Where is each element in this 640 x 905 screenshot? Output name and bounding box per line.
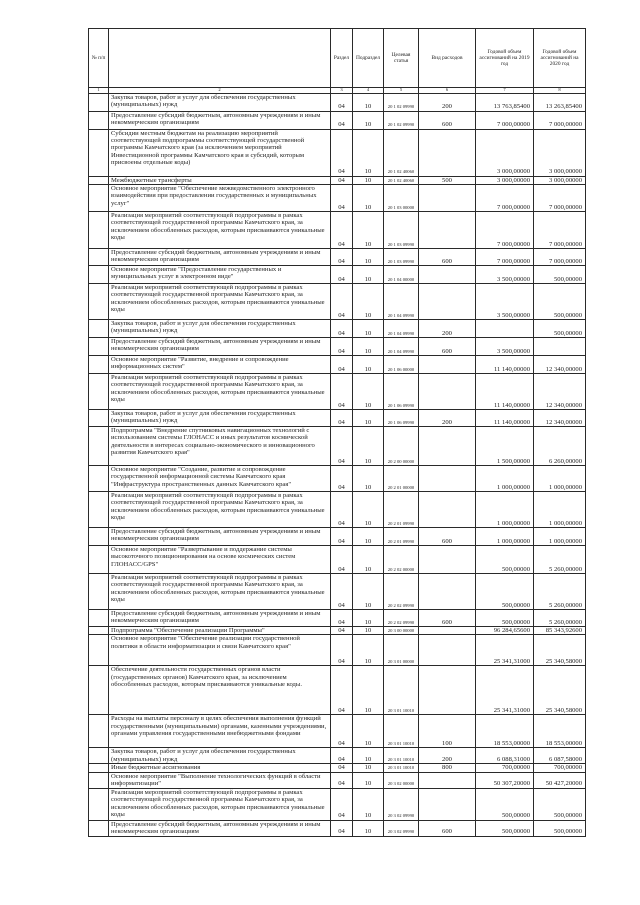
expense-type-cell: [419, 492, 476, 528]
section-cell: 04: [331, 111, 353, 129]
section-cell: 04: [331, 492, 353, 528]
section-cell: 04: [331, 715, 353, 748]
section-cell: 04: [331, 129, 353, 176]
allocation-2019-cell: 1 000,00000: [476, 492, 534, 528]
allocation-2019-cell: 500,00000: [476, 820, 534, 836]
row-number-cell: [89, 715, 109, 748]
subsection-cell: 10: [353, 788, 384, 820]
header-expense-type: Вид расходов: [419, 29, 476, 88]
table-row: [89, 185, 586, 212]
allocation-2019-cell: 6 088,31000: [476, 748, 534, 764]
allocation-2020-cell: 1 000,00000: [534, 528, 586, 546]
allocation-2020-cell: 500,00000: [534, 820, 586, 836]
row-number-cell: [89, 374, 109, 410]
expense-name-cell: Основное мероприятие "Обеспечение реализации государственной политики в области информатизации и связи Камчатского края": [109, 635, 331, 666]
section-cell: 04: [331, 176, 353, 184]
expense-type-cell: [419, 356, 476, 374]
subsection-cell: 10: [353, 129, 384, 176]
target-article-cell: 20 3 01 00000: [384, 635, 419, 666]
subsection-cell: 10: [353, 492, 384, 528]
row-number-cell: [89, 666, 109, 715]
section-cell: 04: [331, 574, 353, 610]
section-cell: 04: [331, 546, 353, 574]
subsection-cell: 10: [353, 466, 384, 492]
target-article-cell: 20 3 01 10010: [384, 666, 419, 715]
target-article-cell: 20 1 06 09990: [384, 410, 419, 427]
target-article-cell: 20 1 03 09990: [384, 249, 419, 266]
expense-name-cell: Реализация мероприятий соответствующей подпрограммы в рамках соответствующей государственной программы Камчатского края, за исключением обособленных расходов, которым присваиваются уникальные коды: [109, 284, 331, 320]
table-row: [89, 715, 586, 748]
target-article-cell: 20 1 04 00000: [384, 266, 419, 284]
expense-type-cell: [419, 266, 476, 284]
target-article-cell: 20 2 00 00000: [384, 427, 419, 466]
allocation-2020-cell: 13 263,85400: [534, 93, 586, 111]
allocation-2020-cell: 6 087,58000: [534, 748, 586, 764]
expense-name-cell: Реализация мероприятий соответствующей подпрограммы в рамках соответствующей государственной программы Камчатского края, за исключением обособленных расходов, которым присваиваются уникальные коды: [109, 374, 331, 410]
expense-type-cell: [419, 788, 476, 820]
allocation-2020-cell: 25 340,58000: [534, 635, 586, 666]
section-cell: 04: [331, 772, 353, 788]
subsection-cell: 10: [353, 764, 384, 772]
expense-name-cell: Расходы на выплаты персоналу в целях обеспечения выполнения функций государственными (муниципальными) органами, казенными учреждениями, органами управления государственными внебюджетными фондами: [109, 715, 331, 748]
row-number-cell: [89, 528, 109, 546]
allocation-2020-cell: 12 340,00000: [534, 410, 586, 427]
header-subsection: Подраздел: [353, 29, 384, 88]
table-row: [89, 788, 586, 820]
expense-type-cell: 200: [419, 410, 476, 427]
section-cell: 04: [331, 748, 353, 764]
subsection-cell: 10: [353, 93, 384, 111]
row-number-cell: [89, 820, 109, 836]
allocation-2020-cell: 7 000,00000: [534, 249, 586, 266]
expense-name-cell: Подпрограмма "Внедрение спутниковых навигационных технологий с использованием системы ГЛОНАСС и иных результатов космической деятельности в интересах социально-экономического и инновационного развития Камчатского края": [109, 427, 331, 466]
expense-name-cell: Субсидии местным бюджетам на реализацию мероприятий соответствующей подпрограммы соответствующей государственной программы Камчатского края (за исключением мероприятий Инвестиционной программы Камчатского края и субсидий, которым присвоены отдельные коды): [109, 129, 331, 176]
allocation-2019-cell: 700,00000: [476, 764, 534, 772]
section-cell: 04: [331, 212, 353, 249]
row-number-cell: [89, 176, 109, 184]
expense-name-cell: Предоставление субсидий бюджетным, автономным учреждениям и иным некоммерческим организациям: [109, 249, 331, 266]
allocation-2019-cell: 7 000,00000: [476, 212, 534, 249]
row-number-cell: [89, 764, 109, 772]
expense-type-cell: [419, 212, 476, 249]
section-cell: 04: [331, 320, 353, 338]
expense-name-cell: Основное мероприятие "Выполнение технологических функций в области информатизации": [109, 772, 331, 788]
subsection-cell: 10: [353, 610, 384, 627]
allocation-2019-cell: 13 763,85400: [476, 93, 534, 111]
target-article-cell: 20 1 03 00000: [384, 185, 419, 212]
allocation-2020-cell: 12 340,00000: [534, 356, 586, 374]
allocation-2019-cell: 500,00000: [476, 546, 534, 574]
table-row: [89, 492, 586, 528]
table-row: [89, 320, 586, 338]
expense-name-cell: Иные бюджетные ассигнования: [109, 764, 331, 772]
expense-type-cell: [419, 185, 476, 212]
row-number-cell: [89, 356, 109, 374]
subsection-cell: 10: [353, 185, 384, 212]
target-article-cell: 20 3 02 09990: [384, 820, 419, 836]
allocation-2019-cell: 96 284,65600: [476, 627, 534, 635]
expense-name-cell: Подпрограмма "Обеспечение реализации Программы": [109, 627, 331, 635]
row-number-cell: [89, 338, 109, 356]
allocation-2019-cell: 3 500,00000: [476, 266, 534, 284]
row-number-cell: [89, 93, 109, 111]
target-article-cell: 20 1 04 09990: [384, 320, 419, 338]
expense-type-cell: 200: [419, 320, 476, 338]
allocation-2020-cell: 500,00000: [534, 788, 586, 820]
expense-type-cell: 200: [419, 93, 476, 111]
subsection-cell: 10: [353, 820, 384, 836]
target-article-cell: 20 2 01 09990: [384, 528, 419, 546]
header-allocation-2019: Годовой объем ассигнований на 2019 год: [476, 29, 534, 88]
section-cell: 04: [331, 610, 353, 627]
subsection-cell: 10: [353, 111, 384, 129]
table-row: [89, 546, 586, 574]
expense-type-cell: [419, 772, 476, 788]
expense-type-cell: 600: [419, 610, 476, 627]
column-number: 1: [89, 88, 109, 94]
expense-type-cell: 100: [419, 715, 476, 748]
section-cell: 04: [331, 820, 353, 836]
section-cell: 04: [331, 185, 353, 212]
table-row: [89, 627, 586, 635]
row-number-cell: [89, 627, 109, 635]
allocation-2019-cell: 3 000,00000: [476, 129, 534, 176]
row-number-cell: [89, 466, 109, 492]
expense-name-cell: Реализация мероприятий соответствующей подпрограммы в рамках соответствующей государственной программы Камчатского края, за исключением обособленных расходов, которым присваиваются уникальные коды: [109, 788, 331, 820]
header-section: Раздел: [331, 29, 353, 88]
table-row: [89, 356, 586, 374]
header-number: № п/п: [89, 29, 109, 88]
table-row: [89, 410, 586, 427]
table-row: [89, 93, 586, 111]
table-row: [89, 772, 586, 788]
allocation-2019-cell: 3 500,00000: [476, 338, 534, 356]
target-article-cell: 20 1 02 40060: [384, 176, 419, 184]
expense-type-cell: [419, 129, 476, 176]
expense-type-cell: [419, 374, 476, 410]
allocation-2020-cell: 6 260,00000: [534, 427, 586, 466]
allocation-2019-cell: 500,00000: [476, 610, 534, 627]
allocation-2019-cell: 3 500,00000: [476, 284, 534, 320]
allocation-2019-cell: 7 000,00000: [476, 111, 534, 129]
expense-type-cell: 600: [419, 338, 476, 356]
allocation-2020-cell: 7 000,00000: [534, 212, 586, 249]
column-number: 4: [353, 88, 384, 94]
subsection-cell: 10: [353, 176, 384, 184]
table-row: [89, 284, 586, 320]
allocation-2019-cell: 3 000,00000: [476, 176, 534, 184]
target-article-cell: 20 2 02 00000: [384, 546, 419, 574]
expense-name-cell: Закупка товаров, работ и услуг для обеспечения государственных (муниципальных) нужд: [109, 410, 331, 427]
column-number: 5: [384, 88, 419, 94]
expense-type-cell: 600: [419, 249, 476, 266]
table-row: [89, 666, 586, 715]
allocation-2019-cell: 11 140,00000: [476, 410, 534, 427]
allocation-2020-cell: 3 000,00000: [534, 176, 586, 184]
table-row: [89, 111, 586, 129]
section-cell: 04: [331, 266, 353, 284]
expense-type-cell: [419, 627, 476, 635]
table-row: [89, 212, 586, 249]
table-header-row: [89, 29, 586, 88]
target-article-cell: 20 1 03 09990: [384, 212, 419, 249]
allocation-2020-cell: [534, 338, 586, 356]
expense-name-cell: Предоставление субсидий бюджетным, автономным учреждениям и иным некоммерческим организациям: [109, 528, 331, 546]
expense-type-cell: 200: [419, 748, 476, 764]
expense-name-cell: Реализация мероприятий соответствующей подпрограммы в рамках соответствующей государственной программы Камчатского края, за исключением обособленных расходов, которым присваиваются уникальные коды: [109, 212, 331, 249]
target-article-cell: 20 1 06 00000: [384, 356, 419, 374]
row-number-cell: [89, 410, 109, 427]
column-number: 2: [109, 88, 331, 94]
target-article-cell: 20 2 02 09990: [384, 574, 419, 610]
target-article-cell: 20 3 01 10010: [384, 748, 419, 764]
column-number: 8: [534, 88, 586, 94]
table-row: [89, 466, 586, 492]
expense-type-cell: 800: [419, 764, 476, 772]
target-article-cell: 20 1 02 09990: [384, 93, 419, 111]
section-cell: 04: [331, 374, 353, 410]
subsection-cell: 10: [353, 427, 384, 466]
row-number-cell: [89, 788, 109, 820]
header-target-article: Целевая статья: [384, 29, 419, 88]
table-row: [89, 574, 586, 610]
table-row: [89, 764, 586, 772]
expense-type-cell: 600: [419, 820, 476, 836]
column-number: 3: [331, 88, 353, 94]
allocation-2019-cell: 25 341,31000: [476, 666, 534, 715]
table-row: [89, 374, 586, 410]
allocation-2020-cell: 500,00000: [534, 266, 586, 284]
expense-name-cell: Предоставление субсидий бюджетным, автономным учреждениям и иным некоммерческим организациям: [109, 820, 331, 836]
section-cell: 04: [331, 356, 353, 374]
target-article-cell: 20 1 04 09990: [384, 284, 419, 320]
allocation-2020-cell: 7 000,00000: [534, 111, 586, 129]
row-number-cell: [89, 111, 109, 129]
section-cell: 04: [331, 635, 353, 666]
expense-type-cell: [419, 466, 476, 492]
allocation-2020-cell: 5 260,00000: [534, 610, 586, 627]
row-number-cell: [89, 772, 109, 788]
table-row: [89, 249, 586, 266]
allocation-2020-cell: 18 553,00000: [534, 715, 586, 748]
allocation-2019-cell: 1 000,00000: [476, 528, 534, 546]
expense-name-cell: Закупка товаров, работ и услуг для обеспечения государственных (муниципальных) нужд: [109, 93, 331, 111]
expense-type-cell: 600: [419, 111, 476, 129]
subsection-cell: 10: [353, 528, 384, 546]
allocation-2020-cell: 1 000,00000: [534, 492, 586, 528]
table-row: [89, 528, 586, 546]
row-number-cell: [89, 492, 109, 528]
expense-type-cell: [419, 635, 476, 666]
expense-name-cell: Реализация мероприятий соответствующей подпрограммы в рамках соответствующей государственной программы Камчатского края, за исключением обособленных расходов, которым присваиваются уникальные коды: [109, 574, 331, 610]
subsection-cell: 10: [353, 356, 384, 374]
section-cell: 04: [331, 764, 353, 772]
subsection-cell: 10: [353, 374, 384, 410]
expense-type-cell: [419, 666, 476, 715]
row-number-cell: [89, 546, 109, 574]
subsection-cell: 10: [353, 627, 384, 635]
section-cell: 04: [331, 427, 353, 466]
target-article-cell: 20 1 02 40060: [384, 129, 419, 176]
section-cell: 04: [331, 666, 353, 715]
allocation-2020-cell: 3 000,00000: [534, 129, 586, 176]
section-cell: 04: [331, 338, 353, 356]
section-cell: 04: [331, 249, 353, 266]
target-article-cell: 20 2 01 00000: [384, 466, 419, 492]
row-number-cell: [89, 320, 109, 338]
table-row: [89, 820, 586, 836]
subsection-cell: 10: [353, 666, 384, 715]
allocation-2019-cell: 7 000,00000: [476, 185, 534, 212]
allocation-2020-cell: 7 000,00000: [534, 185, 586, 212]
budget-table: [88, 28, 586, 837]
row-number-cell: [89, 748, 109, 764]
allocation-2019-cell: [476, 320, 534, 338]
section-cell: 04: [331, 627, 353, 635]
allocation-2019-cell: 1 000,00000: [476, 466, 534, 492]
subsection-cell: 10: [353, 715, 384, 748]
subsection-cell: 10: [353, 410, 384, 427]
expense-type-cell: [419, 546, 476, 574]
allocation-2019-cell: 25 341,31000: [476, 635, 534, 666]
header-allocation-2020: Годовой объем ассигнований на 2020 год: [534, 29, 586, 88]
expense-name-cell: Основное мероприятие "Создание, развитие и сопровождение государственной информационной системы Камчатского края "Инфраструктура пространственных данных Камчатского края": [109, 466, 331, 492]
expense-name-cell: Закупка товаров, работ и услуг для обеспечения государственных (муниципальных) нужд: [109, 320, 331, 338]
target-article-cell: 20 3 00 00000: [384, 627, 419, 635]
row-number-cell: [89, 427, 109, 466]
target-article-cell: 20 1 04 09990: [384, 338, 419, 356]
allocation-2020-cell: 5 260,00000: [534, 574, 586, 610]
expense-name-cell: Предоставление субсидий бюджетным, автономным учреждениям и иным некоммерческим организациям: [109, 338, 331, 356]
expense-type-cell: 500: [419, 176, 476, 184]
subsection-cell: 10: [353, 284, 384, 320]
allocation-2019-cell: 11 140,00000: [476, 356, 534, 374]
allocation-2020-cell: 50 427,20000: [534, 772, 586, 788]
allocation-2020-cell: 85 343,92600: [534, 627, 586, 635]
target-article-cell: 20 1 02 09990: [384, 111, 419, 129]
expense-name-cell: Предоставление субсидий бюджетным, автономным учреждениям и иным некоммерческим организациям: [109, 111, 331, 129]
table-row: [89, 610, 586, 627]
row-number-cell: [89, 249, 109, 266]
section-cell: 04: [331, 284, 353, 320]
row-number-cell: [89, 212, 109, 249]
target-article-cell: 20 3 02 09990: [384, 788, 419, 820]
allocation-2020-cell: 12 340,00000: [534, 374, 586, 410]
allocation-2020-cell: 1 000,00000: [534, 466, 586, 492]
section-cell: 04: [331, 788, 353, 820]
allocation-2020-cell: 5 260,00000: [534, 546, 586, 574]
allocation-2019-cell: 500,00000: [476, 574, 534, 610]
row-number-cell: [89, 266, 109, 284]
expense-name-cell: Основное мероприятие "Предоставление государственных и муниципальных услуг в электронном виде": [109, 266, 331, 284]
subsection-cell: 10: [353, 249, 384, 266]
row-number-cell: [89, 129, 109, 176]
table-row: [89, 748, 586, 764]
expense-name-cell: Основное мероприятие "Обеспечение межведомственного электронного взаимодействия при предоставлении государственных и муниципальных услуг": [109, 185, 331, 212]
allocation-2019-cell: 50 307,20000: [476, 772, 534, 788]
allocation-2020-cell: 500,00000: [534, 320, 586, 338]
row-number-cell: [89, 185, 109, 212]
allocation-2019-cell: 18 553,00000: [476, 715, 534, 748]
expense-name-cell: Закупка товаров, работ и услуг для обеспечения государственных (муниципальных) нужд: [109, 748, 331, 764]
expense-name-cell: Межбюджетные трансферты: [109, 176, 331, 184]
subsection-cell: 10: [353, 574, 384, 610]
row-number-cell: [89, 610, 109, 627]
table-row: [89, 176, 586, 184]
allocation-2020-cell: 500,00000: [534, 284, 586, 320]
allocation-2019-cell: 1 500,00000: [476, 427, 534, 466]
expense-name-cell: Предоставление субсидий бюджетным, автономным учреждениям и иным некоммерческим организациям: [109, 610, 331, 627]
target-article-cell: 20 2 01 09990: [384, 492, 419, 528]
allocation-2020-cell: 700,00000: [534, 764, 586, 772]
subsection-cell: 10: [353, 320, 384, 338]
table-row: [89, 635, 586, 666]
table-row: [89, 338, 586, 356]
subsection-cell: 10: [353, 338, 384, 356]
section-cell: 04: [331, 93, 353, 111]
expense-type-cell: [419, 427, 476, 466]
section-cell: 04: [331, 410, 353, 427]
expense-name-cell: Обеспечение деятельности государственных органов власти (государственных органов) Камчатского края, за исключением обособленных расходов, которым присваиваются уникальные коды.: [109, 666, 331, 715]
subsection-cell: 10: [353, 748, 384, 764]
subsection-cell: 10: [353, 635, 384, 666]
table-row: [89, 266, 586, 284]
target-article-cell: 20 3 01 10010: [384, 715, 419, 748]
expense-name-cell: Реализация мероприятий соответствующей подпрограммы в рамках соответствующей государственной программы Камчатского края, за исключением обособленных расходов, которым присваиваются уникальные коды: [109, 492, 331, 528]
allocation-2019-cell: 500,00000: [476, 788, 534, 820]
expense-type-cell: 600: [419, 528, 476, 546]
table-row: [89, 427, 586, 466]
target-article-cell: 20 2 02 09990: [384, 610, 419, 627]
subsection-cell: 10: [353, 212, 384, 249]
column-number: 7: [476, 88, 534, 94]
expense-type-cell: [419, 284, 476, 320]
row-number-cell: [89, 635, 109, 666]
allocation-2020-cell: 25 340,58000: [534, 666, 586, 715]
table-row: [89, 129, 586, 176]
row-number-cell: [89, 284, 109, 320]
allocation-2019-cell: 7 000,00000: [476, 249, 534, 266]
expense-name-cell: Основное мероприятие "Развертывание и поддержание системы высокоточного позиционирования на основе космических систем ГЛОНАСС/GPS": [109, 546, 331, 574]
subsection-cell: 10: [353, 266, 384, 284]
subsection-cell: 10: [353, 546, 384, 574]
expense-type-cell: [419, 574, 476, 610]
target-article-cell: 20 3 01 10010: [384, 764, 419, 772]
row-number-cell: [89, 574, 109, 610]
subsection-cell: 10: [353, 772, 384, 788]
expense-name-cell: Основное мероприятие "Развитие, внедрение и сопровождение информационных систем": [109, 356, 331, 374]
allocation-2019-cell: 11 140,00000: [476, 374, 534, 410]
section-cell: 04: [331, 528, 353, 546]
header-name: [109, 29, 331, 88]
target-article-cell: 20 1 06 09990: [384, 374, 419, 410]
column-number: 6: [419, 88, 476, 94]
section-cell: 04: [331, 466, 353, 492]
target-article-cell: 20 3 02 00000: [384, 772, 419, 788]
